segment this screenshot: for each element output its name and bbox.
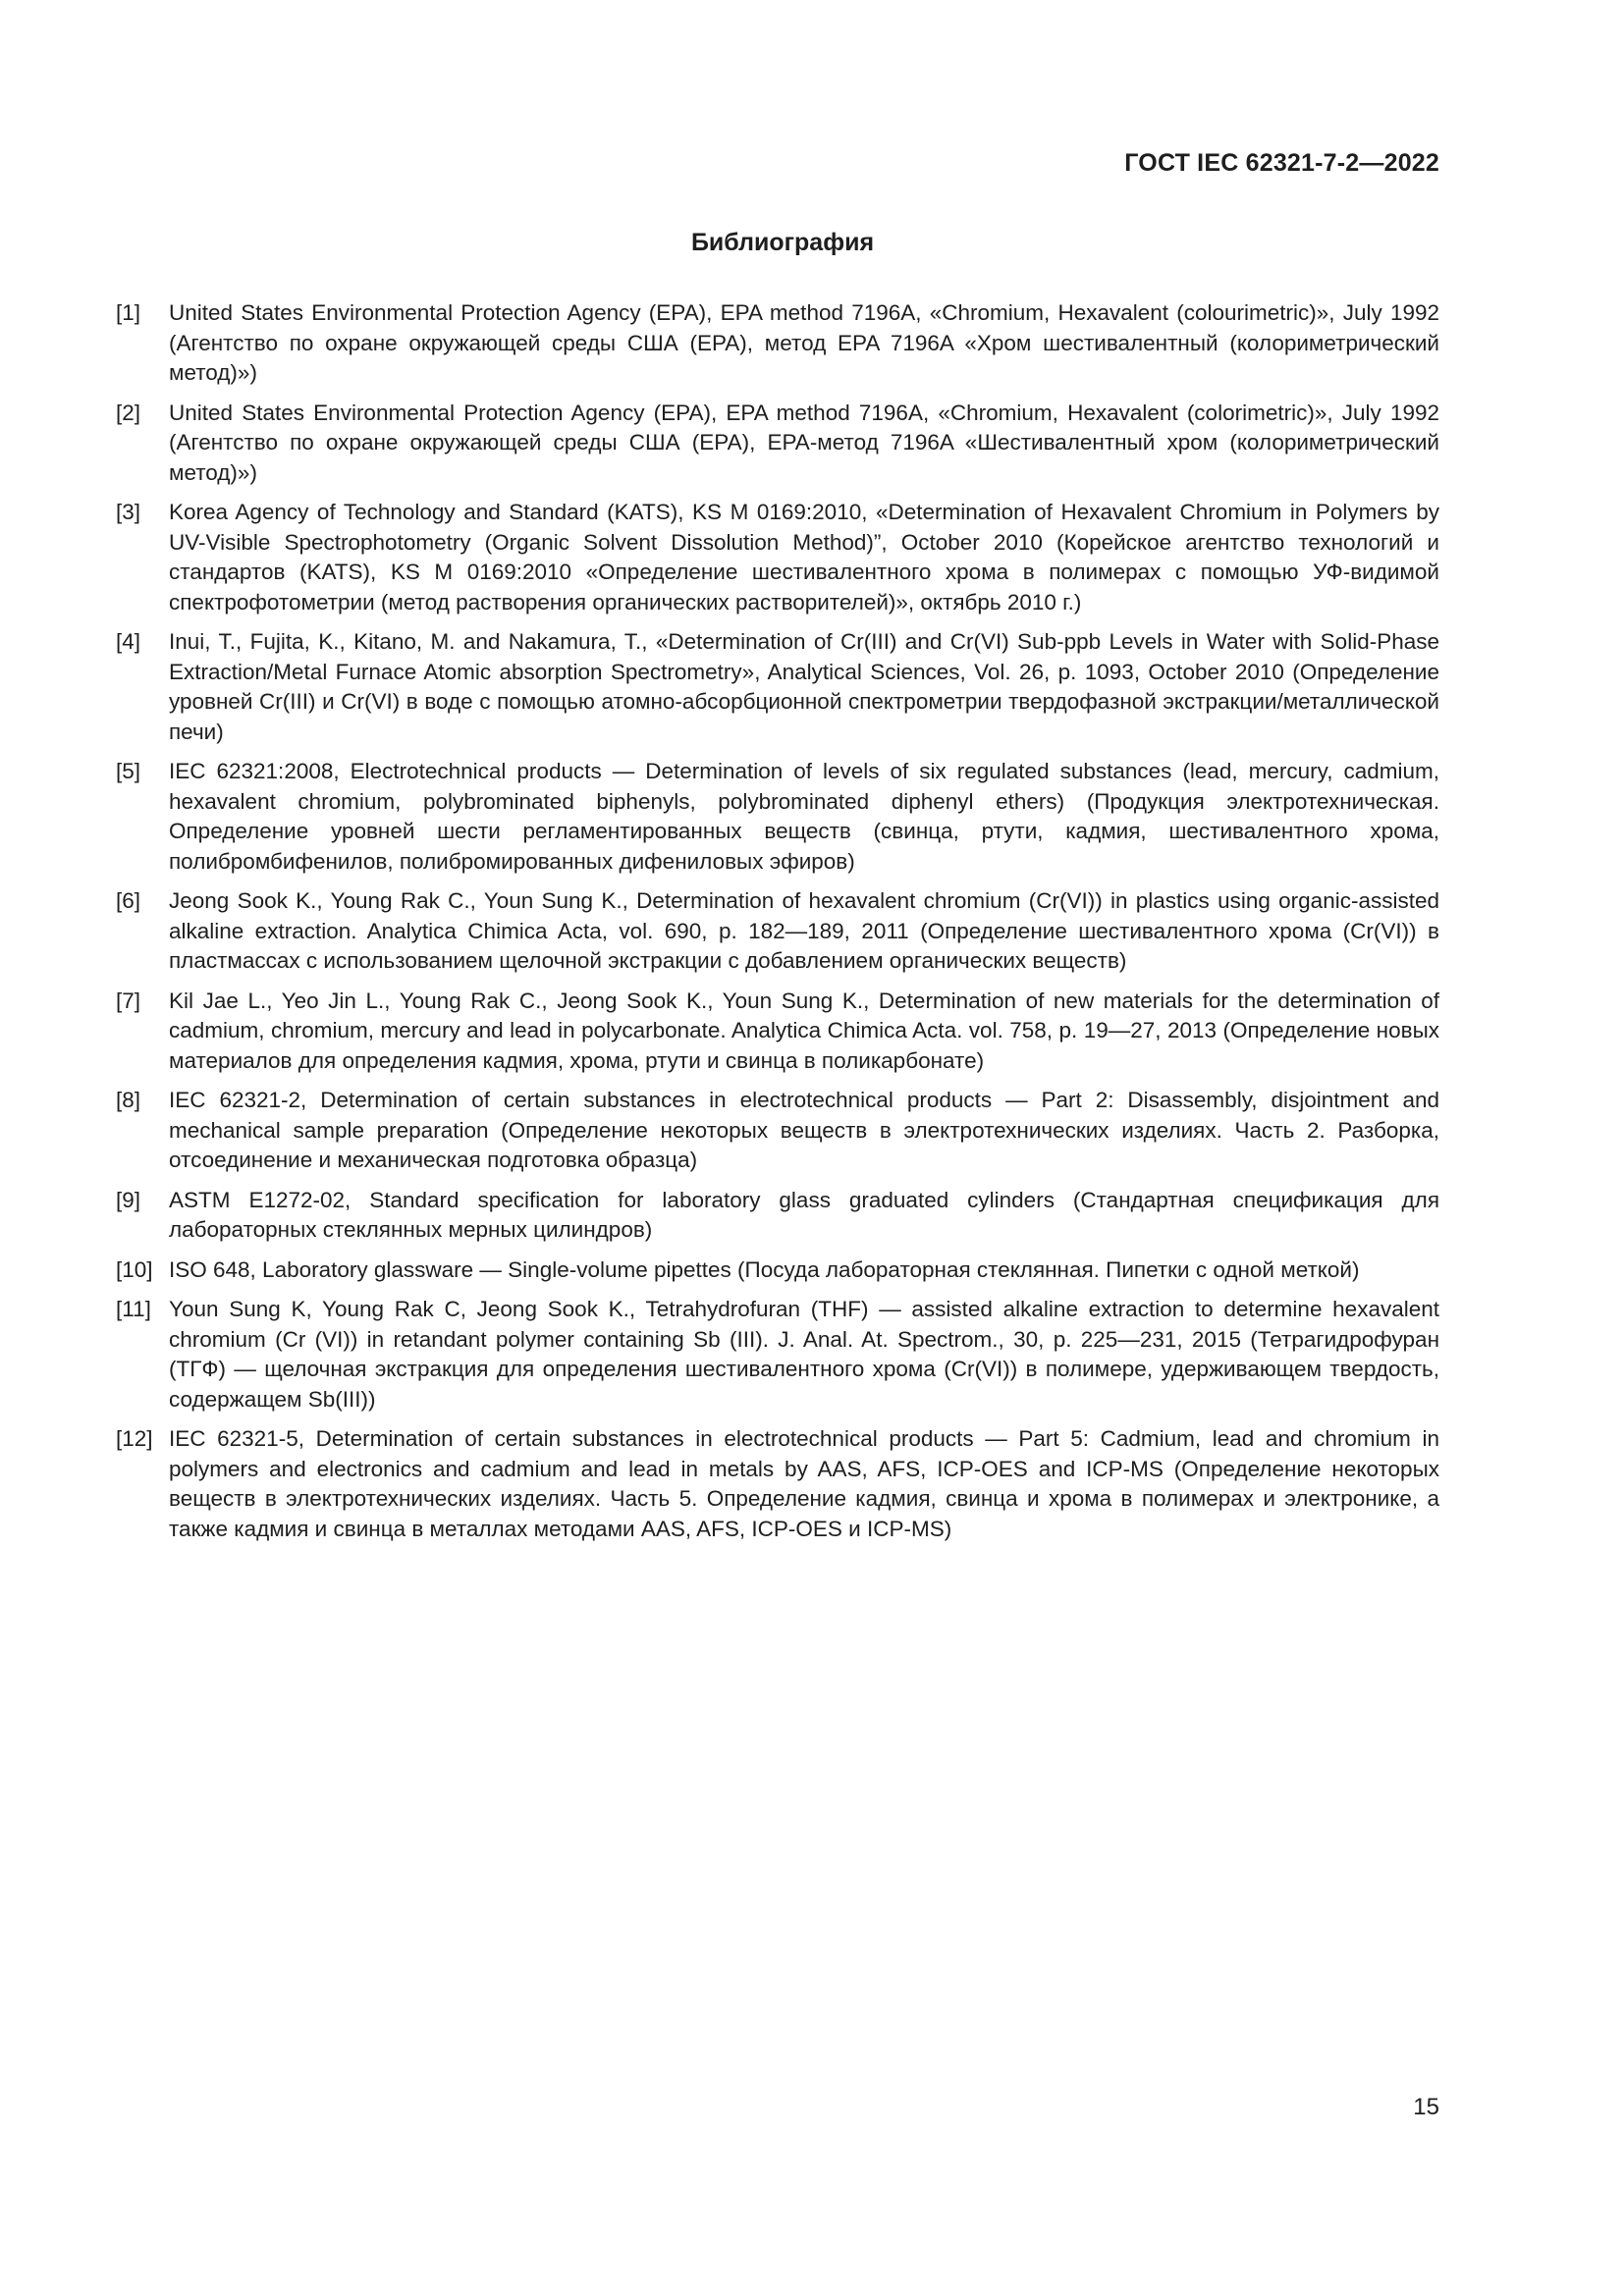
reference-number: [4] [116, 629, 141, 654]
reference-number: [1] [116, 300, 141, 325]
reference-number: [2] [116, 400, 141, 425]
bibliography-entry [116, 987, 1439, 1077]
bibliography-entry [116, 627, 1439, 747]
page-number: 15 [1413, 2094, 1439, 2120]
reference-number: [3] [116, 500, 141, 524]
reference-number: [7] [116, 988, 141, 1013]
reference-text: Inui, T., Fujita, K., Kitano, M. and Nakamura, T., «Determination of Cr(III) and Cr(VI) Sub-ppb Levels in Water with Solid-Phase Extraction/Metal Furnace Atomic absorption Spectrometry», Analytical Sciences, Vol. 26, p. 1093, October 2010 (Определение уровней Cr(III) и Cr(VI) в воде с помощью атомно-абсорбционной спектрометрии твердофазной экстракции/металлической печи) [169, 629, 1439, 744]
reference-text: IEC 62321-5, Determination of certain substances in electrotechnical products — Part 5: Cadmium, lead and chromium in polymers and electronics and cadmium and lead in metals by AAS, AFS, ICP-OES and ICP-MS (Определение некоторых веществ в электротехнических изделиях. Часть 5. Определение кадмия, свинца и хрома в полимерах и электронике, а также кадмия и свинца в металлах методами AAS, AFS, ICP-OES и ICP-MS) [169, 1426, 1439, 1541]
reference-text: ASTM E1272-02, Standard specification for laboratory glass graduated cylinders (Стандартная спецификация для лабораторных стеклянных мерных цилиндров) [169, 1187, 1439, 1242]
reference-number: [8] [116, 1088, 141, 1112]
section-title: Библиография [690, 229, 875, 256]
document-code-header: ГОСТ IEC 62321-7-2—2022 [1124, 149, 1439, 177]
reference-number: [6] [116, 888, 141, 913]
bibliography-entry [116, 298, 1439, 389]
bibliography-entry [116, 1295, 1439, 1415]
reference-text: Jeong Sook K., Young Rak C., Youn Sung K., Determination of hexavalent chromium (Cr(VI)) in plastics using organic-assisted alkaline extraction. Analytica Chimica Acta, vol. 690, p. 182—189, 2011 (Определение шестивалентного хрома (Cr(VI)) в пластмассах с использованием щелочной экстракции с добавлением органических веществ) [169, 888, 1439, 973]
reference-text: IEC 62321-2, Determination of certain substances in electrotechnical products — Part 2: Disassembly, disjointment and mechanical sample preparation (Определение некоторых веществ в электротехнических изделиях. Часть 2. Разборка, отсоединение и механическая подготовка образца) [169, 1088, 1439, 1172]
bibliography-entry [116, 757, 1439, 877]
bibliography-entry [116, 498, 1439, 617]
reference-text: ISO 648, Laboratory glassware — Single-volume pipettes (Посуда лабораторная стеклянная. Пипетки с одной меткой) [169, 1256, 1360, 1282]
reference-number: [9] [116, 1187, 141, 1212]
bibliography-list [116, 298, 1439, 1554]
reference-text: Korea Agency of Technology and Standard (KATS), KS M 0169:2010, «Determination of Hexavalent Chromium in Polymers by UV-Visible Spectrophotometry (Organic Solvent Dissolution Method)”, October 2010 (Корейское агентство технологий и стандартов (KATS), KS M 0169:2010 «Определение шестивалентного хрома в полимерах с помощью УФ-видимой спектрофотометрии (метод растворения органических растворителей)», октябрь 2010 г.) [169, 500, 1439, 614]
bibliography-entry [116, 886, 1439, 977]
bibliography-entry [116, 1086, 1439, 1176]
reference-number: [10] [116, 1256, 153, 1282]
bibliography-entry [116, 1424, 1439, 1544]
reference-text: Youn Sung K, Young Rak C, Jeong Sook K., Tetrahydrofuran (THF) — assisted alkaline extraction to determine hexavalent chromium (Cr (VI)) in retandant polymer containing Sb (III). J. Anal. At. Spectrom., 30, p. 225—231, 2015 (Тетрагидрофуран (ТГФ) — щелочная экстракция для определения шестивалентного хрома (Cr(VI)) в полимере, удерживающем твердость, содержащем Sb(III)) [169, 1297, 1439, 1412]
reference-number: [11] [116, 1297, 151, 1321]
reference-number: [12] [116, 1426, 153, 1451]
bibliography-entry [116, 1186, 1439, 1246]
reference-text: Kil Jae L., Yeo Jin L., Young Rak C., Jeong Sook K., Youn Sung K., Determination of new materials for the determination of cadmium, chromium, mercury and lead in polycarbonate. Analytica Chimica Acta. vol. 758, p. 19—27, 2013 (Определение новых материалов для определения кадмия, хрома, ртути и свинца в поликарбонате) [169, 988, 1439, 1073]
reference-text: United States Environmental Protection Agency (EPA), EPA method 7196A, «Chromium, Hexavalent (colourimetric)», July 1992 (Агентство по охране окружающей среды США (EPA), метод EPA 7196A «Хром шестивалентный (колориметрический метод)») [169, 300, 1439, 385]
reference-text: IEC 62321:2008, Electrotechnical products — Determination of levels of six regulated substances (lead, mercury, cadmium, hexavalent chromium, polybrominated biphenyls, polybrominated diphenyl ethers) (Продукция электротехническая. Определение уровней шести регламентированных веществ (свинца, ртути, кадмия, шестивалентного хрома, полибромбифенилов, полибромированных дифениловых эфиров) [169, 759, 1439, 874]
reference-text: United States Environmental Protection Agency (EPA), EPA method 7196A, «Chromium, Hexavalent (colorimetric)», July 1992 (Агентство по охране окружающей среды США (EPA), EPA-метод 7196A «Шестивалентный хром (колориметрический метод)») [169, 400, 1439, 485]
reference-number: [5] [116, 759, 141, 783]
bibliography-entry [116, 1255, 1439, 1286]
bibliography-entry [116, 399, 1439, 489]
